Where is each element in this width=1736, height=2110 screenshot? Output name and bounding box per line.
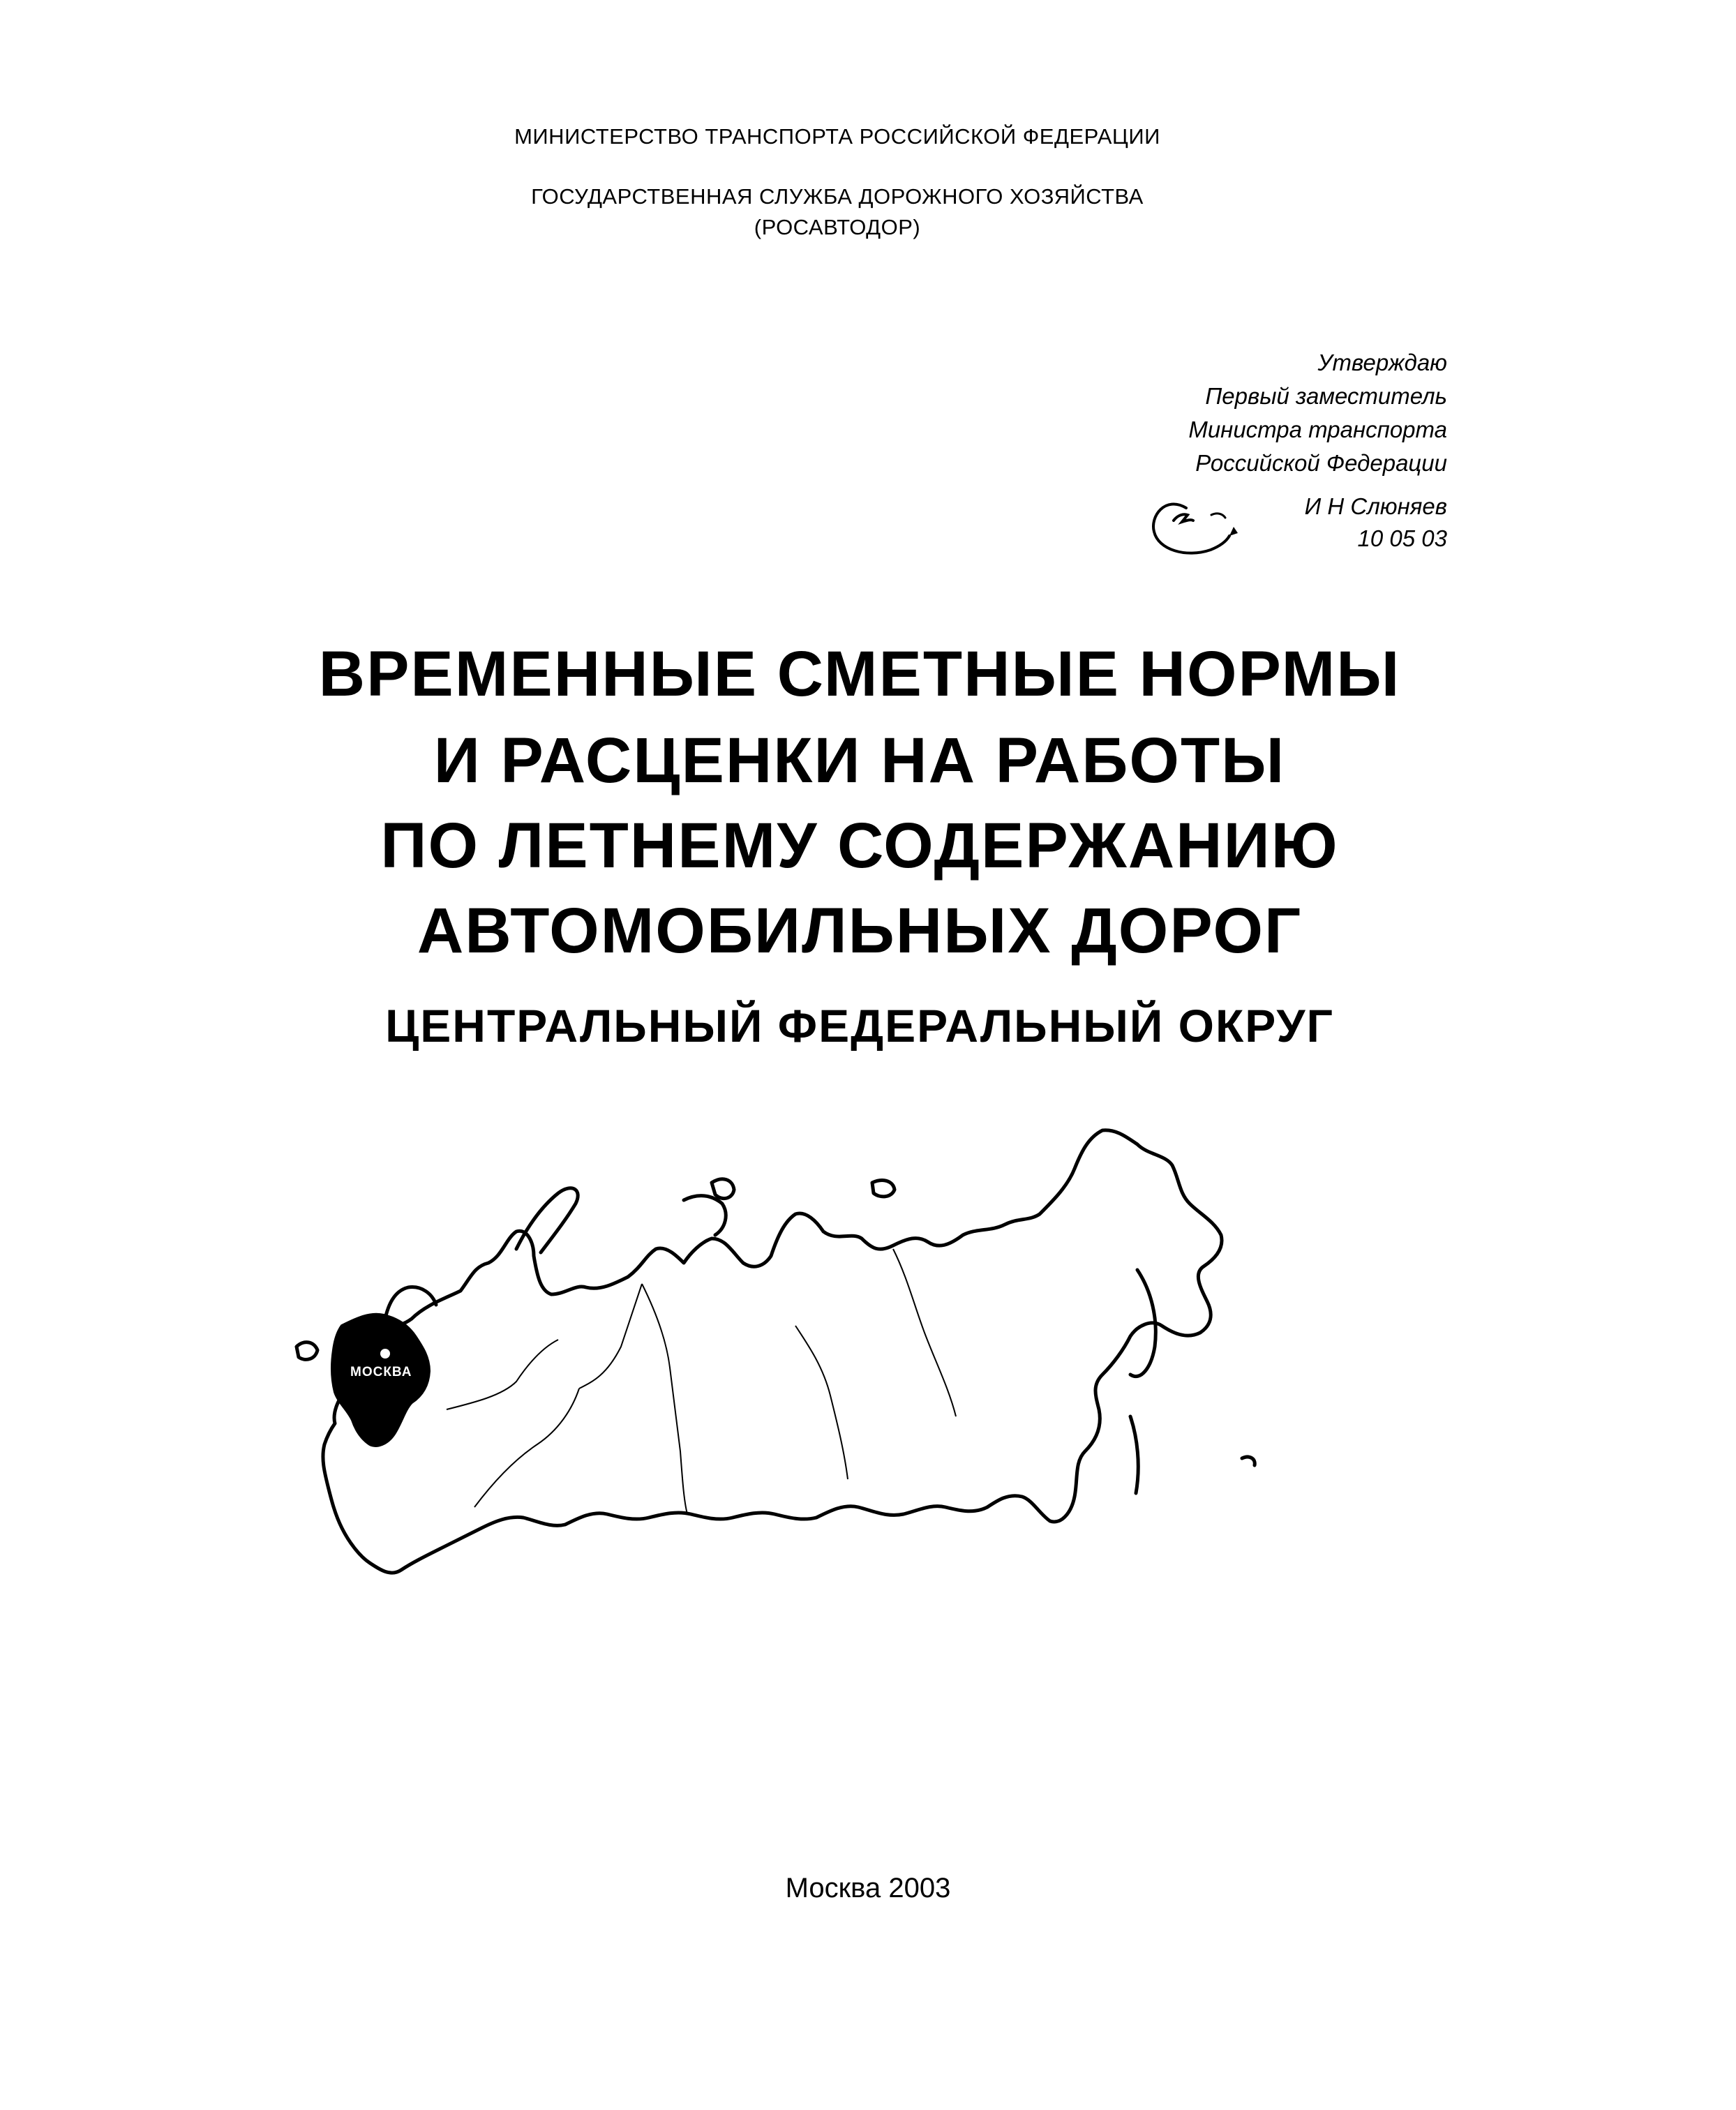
- approval-block: [1188, 346, 1447, 480]
- signer-name: И Н Слюняев: [1304, 493, 1447, 519]
- title-line-4: АВТОМОБИЛЬНЫХ ДОРОГ: [417, 895, 1303, 966]
- signer-block: [1305, 491, 1447, 555]
- ministry-name: МИНИСТЕРСТВО ТРАНСПОРТА РОССИЙСКОЙ ФЕДЕРАЦИИ: [514, 124, 1160, 149]
- subtitle: ЦЕНТРАЛЬНЫЙ ФЕДЕРАЛЬНЫЙ ОКРУГ: [385, 1000, 1334, 1052]
- service-name: ГОСУДАРСТВЕННАЯ СЛУЖБА ДОРОЖНОГО ХОЗЯЙСТВА: [531, 184, 1144, 209]
- russia-map: [265, 1116, 1354, 1640]
- title-line-3: ПО ЛЕТНЕМУ СОДЕРЖАНИЮ: [380, 810, 1339, 881]
- approval-line-ministry: Министра транспорта: [1188, 417, 1447, 442]
- approval-date: 10 05 03: [1357, 525, 1447, 551]
- title-line-1: ВРЕМЕННЫЕ СМЕТНЫЕ НОРМЫ: [318, 638, 1401, 710]
- service-abbreviation: (РОСАВТОДОР): [754, 215, 921, 239]
- title-line-2: И РАСЦЕНКИ НА РАБОТЫ: [433, 725, 1286, 796]
- district-borders: [447, 1249, 956, 1514]
- moscow-label: МОСКВА: [350, 1365, 412, 1379]
- moscow-marker-icon: [380, 1349, 390, 1359]
- russia-outline: [297, 1130, 1255, 1573]
- approval-line-approve: Утверждаю: [1317, 350, 1447, 375]
- signature-icon: [1144, 488, 1245, 562]
- approval-line-position: Первый заместитель: [1205, 383, 1447, 409]
- publication-place-year: Москва 2003: [785, 1873, 951, 1903]
- approval-line-country: Российской Федерации: [1195, 450, 1447, 476]
- central-federal-district: [332, 1315, 429, 1446]
